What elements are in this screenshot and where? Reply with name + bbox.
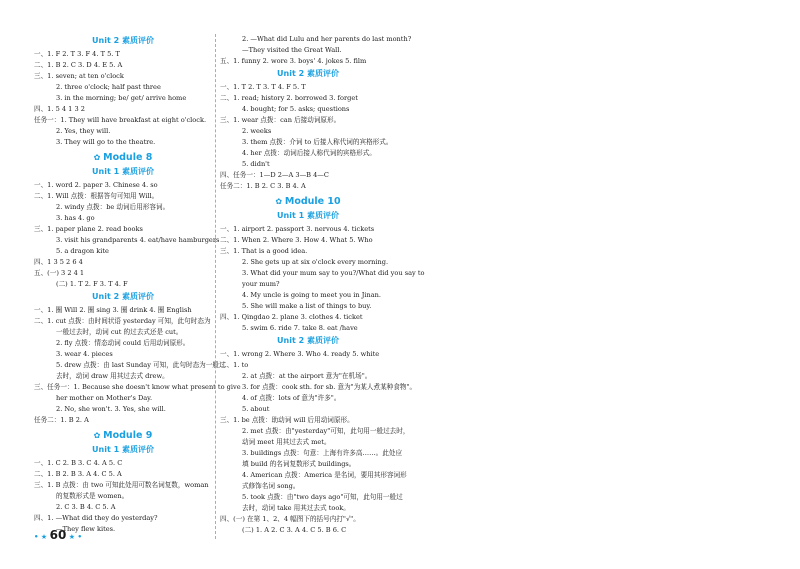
module-title: Module 10 [284, 196, 341, 207]
answer-line: 3. has 4. go [56, 214, 95, 222]
answer-line: 三、1. wear 点拨：can 后接动词原形。 [220, 116, 341, 124]
right-column [220, 34, 425, 536]
answer-line: 一般过去时，动词 cut 的过去式还是 cut。 [56, 328, 183, 336]
answer-line: 二、1. read; history 2. borrowed 3. forget [220, 94, 358, 102]
module-heading [34, 151, 212, 165]
answer-line: 动词 meet 用其过去式 met。 [242, 438, 331, 446]
answer-line: 一、1. T 2. T 3. T 4. F 5. T [220, 83, 306, 91]
answer-line: 3. buildings 点拨：句意：上海有许多高……。此处应 [242, 449, 403, 457]
answer-line: 3. What did your mum say to you?/What did you say to [242, 269, 425, 277]
answer-line: 一、1. C 2. B 3. C 4. A 5. C [34, 459, 123, 467]
answer-line: 4. bought; for 5. asks; questions [242, 105, 350, 113]
answer-line: 2. at 点拨：at the airport 意为"在机场"。 [242, 372, 372, 380]
answer-line: 二、1. B 2. B 3. A 4. C 5. A [34, 470, 122, 478]
answer-line: —They flew kites. [56, 525, 116, 533]
answer-line: 2. fly 点拨：情态动词 could 后用动词原形。 [56, 339, 190, 347]
answer-line: 4. American 点拨：America 是名词，要用其形容词形 [242, 471, 407, 479]
unit-heading: Unit 2 素质评价 [277, 336, 339, 345]
answer-line: 2. No, she won't. 3. Yes, she will. [56, 405, 166, 413]
answer-line: 任务二：1. B 2. C 3. B 4. A [220, 182, 306, 190]
unit-heading: Unit 1 素质评价 [92, 445, 154, 454]
module-heading [220, 195, 396, 209]
answer-line: 3. They will go to the theatre. [56, 138, 156, 146]
answer-line: her mother on Mother's Day. [56, 394, 153, 402]
module-title: Module 9 [103, 430, 153, 441]
answer-line: 2. —What did Lulu and her parents do last month? [242, 35, 412, 43]
answer-line: 一、1. airport 2. passport 3. nervous 4. tickets [220, 225, 375, 233]
answer-line: 2. weeks [242, 127, 272, 135]
star-ornament-icon: ★ • [66, 533, 82, 541]
answer-line: 四、1. Qingdao 2. plane 3. clothes 4. ticket [220, 313, 363, 321]
answer-line: 5. drew 点拨：由 last Sunday 可知，此句时态为一般过 [56, 361, 226, 369]
answer-line: 式修饰名词 song。 [242, 482, 300, 490]
answer-line: 四、1 3 5 2 6 4 [34, 258, 83, 266]
answer-line: 五、1. funny 2. wore 3. boys' 4. jokes 5. film [220, 57, 367, 65]
answer-line: 3. in the morning; be/ get/ arrive home [56, 94, 187, 102]
answer-line: 5. a dragon kite [56, 247, 109, 255]
unit-heading: Unit 1 素质评价 [277, 211, 339, 220]
answer-line: 二、1. Will 点拨：根据答句可知用 Will。 [34, 192, 159, 200]
unit-heading: Unit 2 素质评价 [92, 292, 154, 301]
module-heading [34, 429, 212, 443]
answer-line: 四、(一) 在第 1、2、4 幅图下的括号内打"√"。 [220, 515, 360, 523]
unit-heading: Unit 2 素质评价 [277, 69, 339, 78]
answer-line: 二、1. When 2. Where 3. How 4. What 5. Who [220, 236, 373, 244]
column-divider [215, 34, 216, 539]
answer-line: 4. her 点拨：动词后接人称代词的宾格形式。 [242, 149, 376, 157]
answer-line: 4. My uncle is going to meet you in Jinan. [242, 291, 381, 299]
answer-line: (二) 1. A 2. C 3. A 4. C 5. B 6. C [242, 526, 347, 534]
answer-line: 5. didn't [242, 160, 270, 168]
flower-icon: ✿ [93, 153, 104, 162]
answer-line: 四、任务一：1—D 2—A 3—B 4—C [220, 171, 329, 179]
answer-line: 4. of 点拨：lots of 意为"许多"。 [242, 394, 341, 402]
unit-heading: Unit 1 素质评价 [92, 167, 154, 176]
module-title: Module 8 [103, 152, 153, 163]
answer-line: 2. met 点拨：由"yesterday"可知，此句用一般过去时， [242, 427, 410, 435]
star-ornament-icon: • ★ [34, 533, 50, 541]
answer-line: 一、1. word 2. paper 3. Chinese 4. so [34, 181, 158, 189]
flower-icon: ✿ [93, 431, 104, 440]
answer-line: 填 build 的名词复数形式 buildings。 [242, 460, 356, 468]
answer-line: 五、(一) 3 2 4 1 [34, 269, 85, 277]
answer-line: (二) 1. T 2. F 3. T 4. F [56, 280, 128, 288]
answer-line: 2. Yes, they will. [56, 127, 111, 135]
unit-heading: Unit 2 素质评价 [92, 36, 154, 45]
answer-line: 的复数形式是 women。 [56, 492, 129, 500]
answer-line: 去时，动词 draw 用其过去式 drew。 [56, 372, 169, 380]
answer-line: 3. wear 4. pieces [56, 350, 113, 358]
answer-line: 二、1. B 2. C 3. D 4. E 5. A [34, 61, 123, 69]
answer-line: 3. them 点拨：介词 to 后接人称代词的宾格形式。 [242, 138, 393, 146]
answer-line: 三、任务一：1. Because she doesn't know what present to give [34, 383, 241, 391]
answer-line: 2. three o'clock; half past three [56, 83, 161, 91]
answer-line: 三、1. That is a good idea. [220, 247, 308, 255]
answer-line: 三、1. be 点拨：助动词 will 后用动词原形。 [220, 416, 354, 424]
answer-line: 二、1. to [220, 361, 249, 369]
answer-line: 一、1. wrong 2. Where 3. Who 4. ready 5. white [220, 350, 380, 358]
answer-line: 2. She gets up at six o'clock every morning. [242, 258, 389, 266]
answer-line: 一、1. F 2. T 3. F 4. T 5. T [34, 50, 120, 58]
answer-line: 四、1. —What did they do yesterday? [34, 514, 158, 522]
page-number [34, 528, 82, 542]
answer-line: 5. swim 6. ride 7. take 8. eat /have [242, 324, 358, 332]
answer-line: your mum? [242, 280, 280, 288]
answer-line: 5. about [242, 405, 270, 413]
answer-line: 3. for 点拨：cook sth. for sb. 意为"为某人煮某种食物"。 [242, 383, 417, 391]
answer-line: 二、1. cut 点拨：由时间状语 yesterday 可知，此句时态为 [34, 317, 211, 325]
answer-line: 一、1. 圈 Will 2. 圈 sing 3. 圈 drink 4. 圈 English [34, 306, 192, 314]
answer-line: 四、1. 5 4 1 3 2 [34, 105, 85, 113]
answer-line: 2. C 3. B 4. C 5. A [56, 503, 116, 511]
page-number-text: 60 [49, 528, 67, 542]
answer-line: 三、1. paper plane 2. read books [34, 225, 143, 233]
answer-line: 3. visit his grandparents 4. eat/have hamburgers [56, 236, 220, 244]
answer-line: 去时，动词 take 用其过去式 took。 [242, 504, 350, 512]
answer-line: —They visited the Great Wall. [242, 46, 342, 54]
answer-line: 三、1. B 点拨：由 two 可知此处用可数名词复数，woman [34, 481, 209, 489]
answer-line: 5. She will make a list of things to buy. [242, 302, 372, 310]
answer-line: 任务一：1. They will have breakfast at eight o'clock. [34, 116, 207, 124]
answer-line: 三、1. seven; at ten o'clock [34, 72, 124, 80]
answer-line: 5. took 点拨：由"two days ago"可知，此句用一般过 [242, 493, 403, 501]
flower-icon: ✿ [275, 197, 285, 206]
answer-line: 任务二：1. B 2. A [34, 416, 89, 424]
answer-line: 2. windy 点拨：be 动词后用形容词。 [56, 203, 170, 211]
